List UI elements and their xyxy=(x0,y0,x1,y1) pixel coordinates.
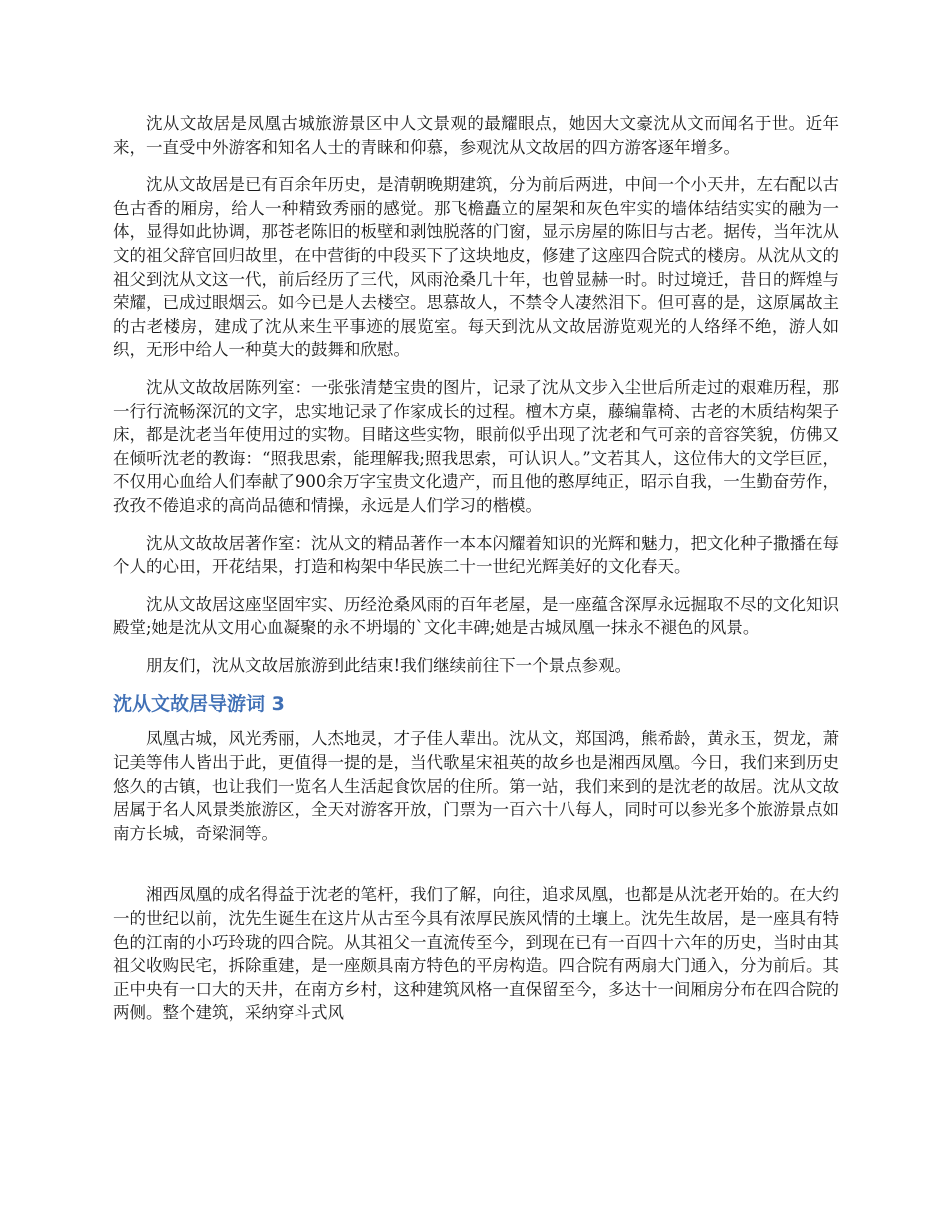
paragraph: 沈从文故居是已有百余年历史，是清朝晚期建筑，分为前后两进，中间一个小天井，左右配以古色古香的厢房，给人一种精致秀丽的感觉。那飞檐矗立的屋架和灰色牢实的墙体结结实实的融为一体，显得如此协调，那苍老陈旧的板壁和剥蚀脱落的门窗，显示房屋的陈旧与古老。据传，当年沈从文的祖父辞官回归故里，在中营街的中段买下了这块地皮，修建了这座四合院式的楼房。从沈从文的祖父到沈从文这一代，前后经历了三代，风雨沧桑几十年，也曾显赫一时。时过境迁，昔日的辉煌与荣耀，已成过眼烟云。如今已是人去楼空。思慕故人，不禁令人凄然泪下。但可喜的是，这原属故主的古老楼房，建成了沈从来生平事迹的展览室。每天到沈从文故居游览观光的人络绎不绝，游人如织，无形中给人一种莫大的鼓舞和欣慰。 xyxy=(113,175,839,360)
paragraph: 朋友们，沈从文故居旅游到此结束!我们继续前往下一个景点参观。 xyxy=(146,655,632,675)
paragraph: 湘西凤凰的成名得益于沈老的笔杆，我们了解，向往，追求凤凰，也都是从沈老开始的。在大约一的世纪以前，沈先生诞生在这片从古至今具有浓厚民族风情的土壤上。沈先生故居，是一座具有特色的江南的小巧玲珑的四合院。从其祖父一直流传至今，到现在已有一百四十六年的历史，当时由其祖父收购民宅，拆除重建，是一座颇具南方特色的平房构造。四合院有两扇大门通入，分为前后。其正中央有一口大的天井，在南方乡村，这种建筑风格一直保留至今，多达十一间厢房分布在四合院的两侧。整个建筑，采纳穿斗式风 xyxy=(113,885,839,1023)
paragraph: 凤凰古城，风光秀丽，人杰地灵，才子佳人辈出。沈从文，郑国鸿，熊希龄，黄永玉，贺龙，萧记美等伟人皆出于此，更值得一提的是，当代歌星宋祖英的故乡也是湘西凤凰。今日，我们来到历史悠久的古镇，也让我们一览名人生活起食饮居的住所。第一站，我们来到的是沈老的故居。沈从文故居属于名人风景类旅游区，全天对游客开放，门票为一百六十八每人，同时可以参光多个旅游景点如南方长城，奇梁洞等。 xyxy=(113,729,839,843)
paragraph: 沈从文故故居陈列室：一张张清楚宝贵的图片，记录了沈从文步入尘世后所走过的艰难历程，那一行行流畅深沉的文字，忠实地记录了作家成长的过程。檀木方桌，藤编靠椅、古老的木质结构架子床，都是沈老当年使用过的实物。目睹这些实物，眼前似乎出现了沈老和气可亲的音容笑貌，仿佛又在倾听沈老的教诲：“照我思索，能理解我;照我思索，可认识人。”文若其人，这位伟大的文学巨匠，不仅用心血给人们奉献了900余万字宝贵文化遗产，而且他的憨厚纯正，昭示自我，一生勤奋劳作，孜孜不倦追求的高尚品德和情操，永远是人们学习的楷模。 xyxy=(113,377,839,515)
paragraph: 沈从文故故居著作室：沈从文的精品著作一本本闪耀着知识的光辉和魅力，把文化种子撒播在每个人的心田，开花结果，打造和构架中华民族二十一世纪光辉美好的文化春天。 xyxy=(113,533,839,577)
paragraph: 沈从文故居这座坚固牢实、历经沧桑风雨的百年老屋，是一座蕴含深厚永远掘取不尽的文化知识殿堂;她是沈从文用心血凝聚的永不坍塌的`文化丰碑;她是古城凤凰一抹永不褪色的风景。 xyxy=(113,594,839,638)
paragraph: 沈从文故居是凤凰古城旅游景区中人文景观的最耀眼点，她因大文豪沈从文而闻名于世。近年来，一直受中外游客和知名人士的青睐和仰慕，参观沈从文故居的四方游客逐年增多。 xyxy=(113,114,839,157)
document-page xyxy=(113,112,839,1039)
section-heading: 沈从文故居导游词 3 xyxy=(113,693,285,716)
